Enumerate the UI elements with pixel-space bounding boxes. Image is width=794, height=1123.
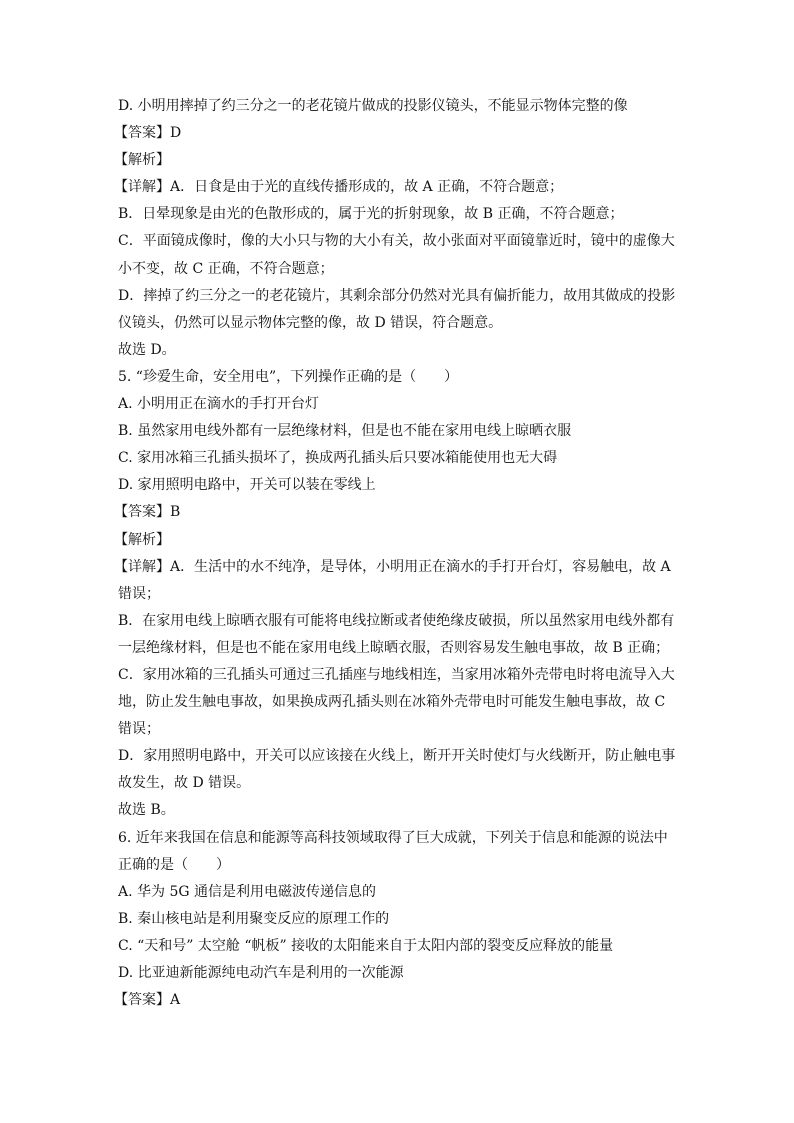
option-d: D. 家用照明电路中，开关可以装在零线上: [118, 477, 376, 494]
question-stem: 5. “珍爱生命，安全用电”，下列操作正确的是（ ）: [118, 368, 459, 385]
answer-tag: 【答案】B: [114, 504, 181, 521]
page-content: [114, 93, 680, 1014]
detail-line: 小不变，故 C 正确，不符合题意；: [118, 260, 334, 277]
detail-line: 一层绝缘材料，但是也不能在家用电线上晾晒衣服，否则容易发生触电事故，故 B 正确；: [118, 639, 670, 656]
question-stem: 6. 近年来我国在信息和能源等高科技领域取得了巨大成就，下列关于信息和能源的说法中: [118, 829, 668, 846]
option-b: B. 秦山核电站是利用聚变反应的原理工作的: [118, 910, 390, 927]
option-d: D. 比亚迪新能源纯电动汽车是利用的一次能源: [118, 965, 404, 981]
answer-tag: 【答案】A: [114, 992, 181, 1009]
detail-line: D．家用照明电路中，开关可以应该接在火线上，断开开关时使灯与火线断开，防止触电事: [118, 748, 676, 765]
question-stem: 正确的是（ ）: [118, 856, 230, 873]
conclusion-line: 故选 B。: [118, 802, 175, 819]
detail-line: 地，防止发生触电事故，如果换成两孔插头则在冰箱外壳带电时可能发生触电事故，故 C: [118, 694, 666, 711]
analysis-tag: 【解析】: [114, 531, 170, 548]
option-a: A. 小明用正在滴水的手打开台灯: [118, 396, 320, 413]
option-c: C. “天和号” 太空舱 “帆板” 接收的太阳能来自于太阳内部的裂变反应释放的能量: [118, 937, 614, 954]
option-c: C. 家用冰箱三孔插头损坏了，换成两孔插头后只要冰箱能使用也无大碍: [118, 450, 558, 467]
detail-line: 仪镜头，仍然可以显示物体完整的像，故 D 错误，符合题意。: [118, 314, 503, 331]
detail-line: 故发生，故 D 错误。: [118, 775, 251, 792]
detail-line: D．摔掉了约三分之一的老花镜片，其剩余部分仍然对光具有偏折能力，故用其做成的投影: [118, 287, 676, 304]
detail-line: B．日晕现象是由光的色散形成的，属于光的折射现象，故 B 正确，不符合题意；: [118, 206, 624, 223]
detail-line: C．家用冰箱的三孔插头可通过三孔插座与地线相连，当家用冰箱外壳带电时将电流导入大: [118, 666, 675, 683]
option-d: D. 小明用摔掉了约三分之一的老花镜片做成的投影仪镜头，不能显示物体完整的像: [118, 98, 628, 114]
detail-line: 错误；: [118, 585, 160, 602]
option-b: B. 虽然家用电线外都有一层绝缘材料，但是也不能在家用电线上晾晒衣服: [118, 423, 572, 440]
detail-line: 错误；: [118, 721, 160, 738]
option-a: A. 华为 5G 通信是利用电磁波传递信息的: [118, 883, 377, 900]
detail-line: C．平面镜成像时，像的大小只与物的大小有关，故小张面对平面镜靠近时，镜中的虚像大: [118, 233, 675, 250]
detail-line: 【详解】A．生活中的水不纯净，是导体，小明用正在滴水的手打开台灯，容易触电，故 A: [114, 558, 671, 575]
analysis-tag: 【解析】: [114, 152, 170, 169]
conclusion-line: 故选 D。: [118, 341, 176, 358]
answer-tag: 【答案】D: [114, 125, 182, 142]
detail-line: B．在家用电线上晾晒衣服有可能将电线拉断或者使绝缘皮破损，所以虽然家用电线外都有: [118, 612, 675, 629]
detail-line: 【详解】A．日食是由于光的直线传播形成的，故 A 正确，不符合题意；: [114, 179, 564, 196]
